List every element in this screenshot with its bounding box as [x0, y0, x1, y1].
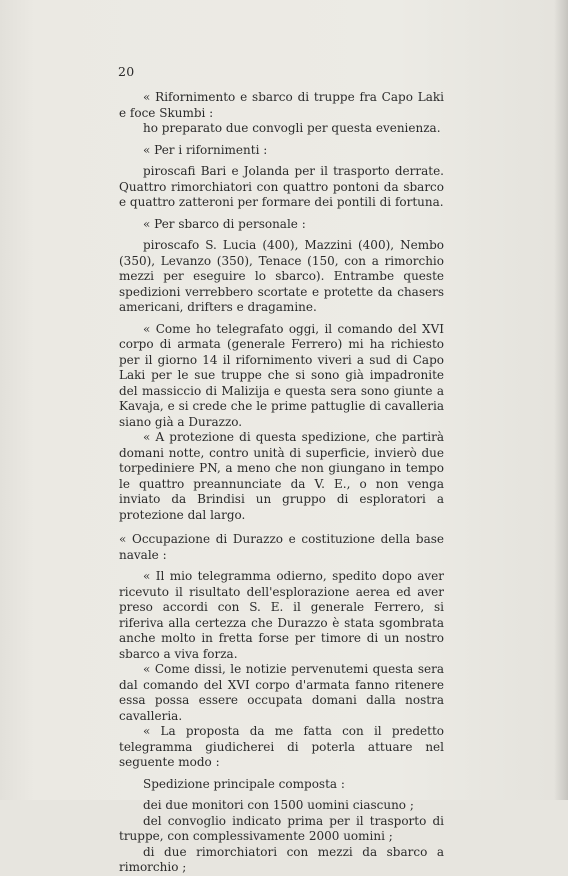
paragraph-rifornimenti-heading: « Per i rifornimenti : [143, 142, 268, 157]
page-body [119, 90, 444, 876]
paragraph-convoglio: del convoglio indicato prima per il trasporto di truppe, con complessivamente 2000 uomini ; [119, 813, 444, 843]
paragraph-rifornimento-heading: « Rifornimento e sbarco di truppe fra Capo Laki e foce Skumbi : [119, 90, 444, 120]
paragraph-protezione: « A protezione di questa spedizione, che partirà domani notte, contro unità di superficie, invierò due torpediniere PN, a meno che non giungano in tempo le quattro preannunciate da V. E., o non venga inviato da Brindisi un gruppo di esploratori a protezione dal largo. [119, 430, 444, 522]
paragraph-proposta: « La proposta da me fatta con il predetto telegramma giudicherei di poterla attuare nel seguente modo : [119, 724, 444, 769]
paragraph-convogli: ho preparato due convogli per questa evenienza. [143, 121, 441, 135]
paragraph-telegrafato: « Come ho telegrafato oggi, il comando del XVI corpo di armata (generale Ferrero) mi ha richiesto per il giorno 14 il rifornimento viveri a sud di Capo Laki per le sue truppe che si sono già impadronite del massiccio di Malizija e questa sera sono giunte a Kavaja, e si crede che le prime pattuglie di cavalleria siano già a Durazzo. [119, 321, 444, 429]
page-edge-shadow [554, 0, 568, 800]
paragraph-notizie: « Come dissi, le notizie pervenutemi questa sera dal comando del XVI corpo d'armata fanno ritenere essa possa essere occupata domani dalla nostra cavalleria. [119, 662, 444, 723]
paragraph-spedizione: Spedizione principale composta : [143, 776, 345, 791]
paragraph-piroscafi: piroscafi Bari e Jolanda per il trasporto derrate. Quattro rimorchiatori con quattro pontoni da sbarco e quattro zatteroni per formare dei pontili di fortuna. [119, 164, 444, 209]
paragraph-telegramma: « Il mio telegramma odierno, spedito dopo aver ricevuto il risultato dell'esplorazione aerea ed aver preso accordi con S. E. il generale Ferrero, si riferiva alla certezza che Durazzo è stata sgombrata anche molto in fretta forse per timore di un nostro sbarco a viva forza. [119, 569, 444, 661]
paragraph-rimorchiatori: di due rimorchiatori con mezzi da sbarco a rimorchio ; [119, 844, 444, 874]
paragraph-personale-heading: « Per sbarco di personale : [143, 216, 306, 231]
paragraph-piroscafo-list: piroscafo S. Lucia (400), Mazzini (400), Nembo (350), Levanzo (350), Tenace (150, con a rimorchio mezzi per eseguire lo sbarco). Entrambe queste spedizioni verrebbero scortate e protette da chasers americani, drifters e dragamine. [119, 238, 444, 314]
paragraph-durazzo-heading: « Occupazione di Durazzo e costituzione della base navale : [119, 532, 444, 562]
page-number: 20 [118, 64, 135, 79]
paragraph-monitori: dei due monitori con 1500 uomini ciascuno ; [143, 798, 414, 812]
